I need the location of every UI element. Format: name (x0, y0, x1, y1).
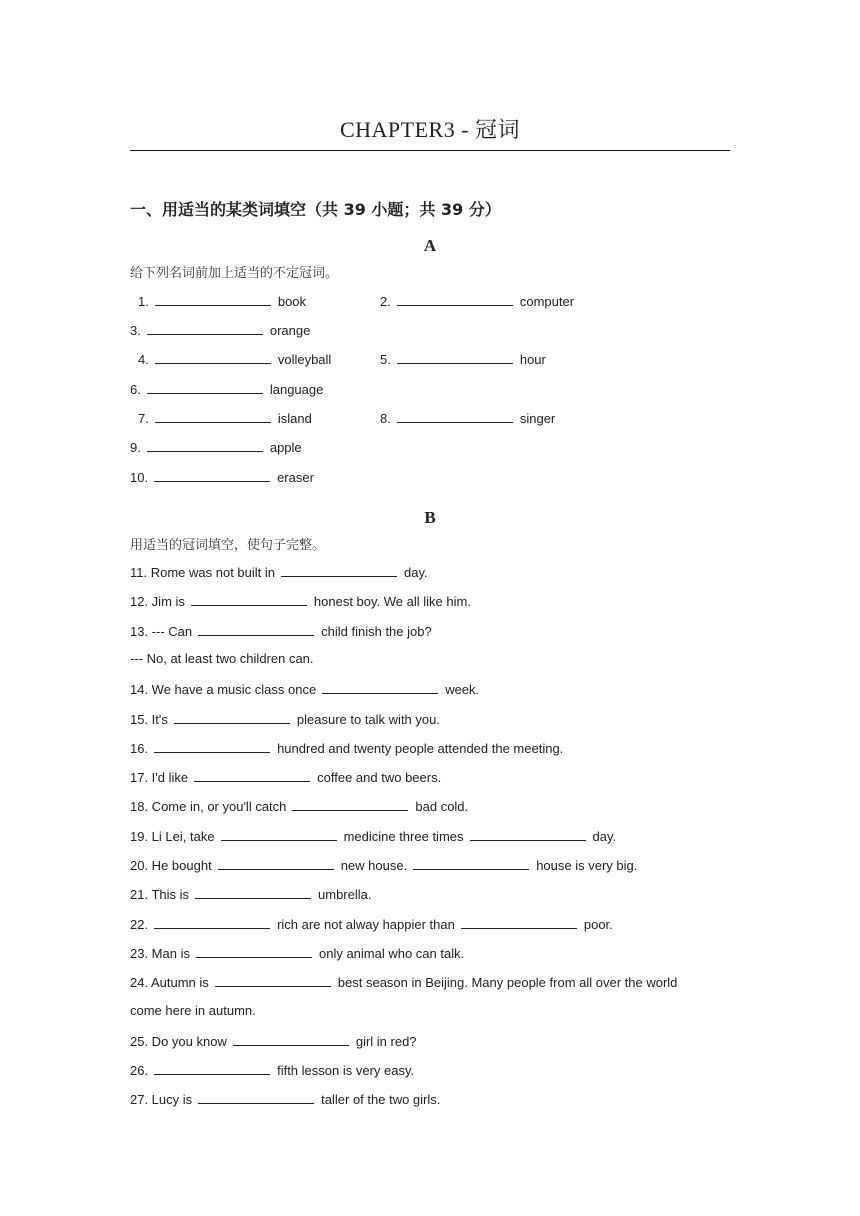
item-word: orange (269, 323, 311, 338)
answer-blank[interactable] (233, 1032, 349, 1046)
part-a-item (130, 468, 314, 485)
answer-blank[interactable] (154, 915, 270, 929)
item-number: 5. (380, 352, 391, 367)
part-b-sentence (130, 1061, 414, 1078)
part-a-item (138, 292, 306, 309)
item-number: 8. (380, 411, 391, 426)
sentence-text: 23. Man is (130, 945, 190, 961)
title-rule (130, 150, 730, 151)
answer-blank[interactable] (470, 827, 586, 841)
sentence-text: coffee and two beers. (317, 770, 442, 786)
part-b-sentence (130, 1090, 440, 1107)
item-number: 2. (380, 294, 391, 309)
part-b-sentence (130, 973, 677, 990)
part-a-instruction: 给下列名词前加上适当的不定冠词。 (130, 266, 339, 281)
sentence-text: honest boy. We all like him. (313, 594, 471, 610)
item-number: 10. (130, 470, 149, 485)
part-b-sentence (130, 885, 371, 902)
answer-blank[interactable] (221, 827, 337, 841)
part-a-item (130, 380, 323, 397)
answer-blank[interactable] (147, 321, 263, 335)
answer-blank[interactable] (397, 350, 513, 364)
sentence-text: 25. Do you know (130, 1033, 227, 1049)
answer-blank[interactable] (174, 710, 290, 724)
sentence-text: best season in Beijing. Many people from all over the world (337, 975, 678, 991)
answer-blank[interactable] (413, 856, 529, 870)
part-b-label: B (424, 508, 436, 527)
part-a-item (130, 438, 302, 455)
sentence-text: 11. Rome was not built in (130, 565, 275, 580)
part-b-instruction: 用适当的冠词填空，使句子完整。 (130, 538, 326, 553)
answer-blank[interactable] (154, 739, 270, 753)
sentence-text: medicine three times (343, 828, 464, 844)
item-word: hour (519, 352, 546, 367)
part-b-sentence (130, 680, 479, 697)
part-b-sentence (130, 622, 432, 639)
part-b-sentence (130, 1032, 417, 1049)
answer-blank[interactable] (397, 292, 513, 306)
sentence-text: 14. We have a music class once (130, 682, 317, 698)
section-heading: 一、用适当的某类词填空（共 39 小题；共 39 分） (130, 200, 501, 219)
sentence-text: 16. (130, 740, 149, 756)
sentence-text: day. (592, 828, 617, 844)
sentence-text: fifth lesson is very easy. (277, 1063, 415, 1079)
part-b-sentence (130, 1003, 256, 1018)
part-b-sentence (130, 944, 464, 961)
answer-blank[interactable] (194, 768, 310, 782)
sentence-text: rich are not alway happier than (277, 916, 455, 932)
part-a-item (130, 321, 310, 338)
sentence-text: pleasure to talk with you. (296, 711, 440, 727)
sentence-text: 22. (130, 916, 149, 932)
sentence-text: 20. He bought (130, 858, 212, 873)
item-number: 4. (138, 352, 149, 367)
sentence-text: 18. Come in, or you'll catch (130, 799, 287, 815)
sentence-text: hundred and twenty people attended the meeting. (277, 740, 564, 756)
answer-blank[interactable] (155, 409, 271, 423)
answer-blank[interactable] (397, 409, 513, 423)
sentence-text: new house. (340, 858, 408, 873)
sentence-text: day. (404, 565, 428, 580)
sentence-text: umbrella. (318, 887, 372, 903)
answer-blank[interactable] (198, 622, 314, 636)
part-a-item (380, 292, 574, 309)
sentence-text: only animal who can talk. (318, 945, 465, 961)
sentence-text: girl in red? (355, 1033, 417, 1049)
answer-blank[interactable] (154, 1061, 270, 1075)
sentence-text: 26. (130, 1063, 149, 1079)
part-b-sentence (130, 797, 468, 814)
sentence-text: 17. I'd like (130, 770, 189, 786)
part-b-sentence (130, 739, 563, 756)
part-a-label: A (423, 236, 437, 255)
part-a-item (380, 350, 546, 367)
answer-blank[interactable] (292, 797, 408, 811)
item-number: 6. (130, 382, 141, 397)
item-word: language (269, 382, 324, 397)
part-b-sentence (130, 651, 314, 666)
item-number: 1. (138, 294, 149, 309)
item-number: 7. (138, 411, 149, 426)
part-b-sentence (130, 768, 441, 785)
answer-blank[interactable] (191, 592, 307, 606)
sentence-text: come here in autumn. (130, 1002, 256, 1018)
sentence-text: 21. This is (130, 887, 190, 903)
part-b-sentence (130, 915, 613, 932)
answer-blank[interactable] (461, 915, 577, 929)
part-b-sentence (130, 827, 616, 844)
item-word: computer (519, 294, 575, 309)
answer-blank[interactable] (322, 680, 438, 694)
sentence-text: --- No, at least two children can. (130, 650, 314, 666)
item-word: eraser (277, 470, 314, 485)
item-number: 3. (130, 323, 141, 338)
sentence-text: 19. Li Lei, take (130, 828, 215, 844)
answer-blank[interactable] (155, 350, 271, 364)
answer-blank[interactable] (147, 380, 263, 394)
sentence-text: 13. --- Can (130, 623, 193, 639)
answer-blank[interactable] (154, 468, 270, 482)
item-number: 9. (130, 440, 141, 455)
answer-blank[interactable] (198, 1090, 314, 1104)
sentence-text: child finish the job? (321, 623, 432, 639)
answer-blank[interactable] (281, 563, 397, 577)
page-title: CHAPTER3 - 冠词 (339, 117, 521, 142)
part-a-item (138, 350, 331, 367)
answer-blank[interactable] (218, 856, 334, 870)
sentence-text: bad cold. (415, 799, 469, 815)
part-b-sentence (130, 563, 428, 580)
answer-blank[interactable] (196, 944, 312, 958)
part-b-sentence (130, 592, 471, 609)
item-word: book (277, 294, 307, 309)
sentence-text: poor. (583, 916, 613, 932)
item-word: apple (269, 440, 302, 455)
sentence-text: 24. Autumn is (130, 975, 209, 991)
part-a-item (138, 409, 312, 426)
sentence-text: week. (445, 682, 480, 698)
part-a-item (380, 409, 555, 426)
sentence-text: 15. It's (130, 711, 168, 727)
sentence-text: 27. Lucy is (130, 1092, 193, 1108)
sentence-text: taller of the two girls. (321, 1092, 441, 1108)
answer-blank[interactable] (147, 438, 263, 452)
sentence-text: house is very big. (536, 858, 638, 873)
answer-blank[interactable] (215, 973, 331, 987)
item-word: singer (519, 411, 556, 426)
answer-blank[interactable] (155, 292, 271, 306)
sentence-text: 12. Jim is (130, 594, 185, 610)
part-b-sentence (130, 856, 637, 873)
part-b-sentence (130, 710, 440, 727)
answer-blank[interactable] (195, 885, 311, 899)
item-word: volleyball (277, 352, 332, 367)
item-word: island (277, 411, 312, 426)
